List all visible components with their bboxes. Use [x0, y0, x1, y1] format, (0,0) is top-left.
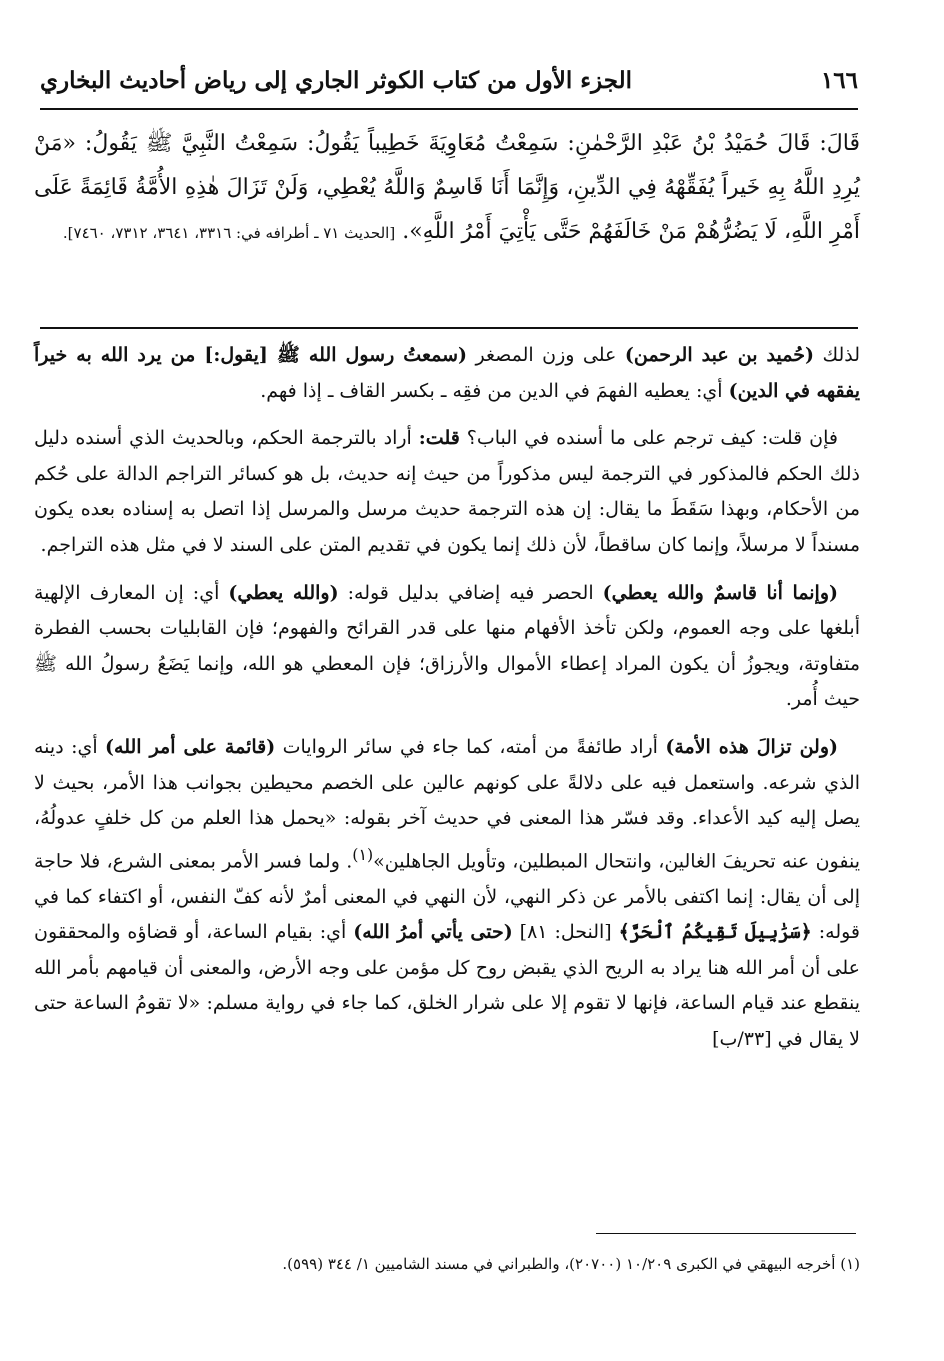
quoted-phrase: (ولن تزالَ هذه الأمة) — [665, 735, 838, 758]
commentary-paragraph-2: فإن قلت: كيف ترجم على ما أسنده في الباب؟ قلت: أراد بالترجمة الحكم، وبالحديث الذي أسنده دليل ذلك الحكم فالمذكور في الترجمة ليس مذكوراً من حيث إنه حديث، بل هو كسائر التراجم الدالة على حُكم من الأحكام، وبهذا سَقَطَ ما يقال: إن هذه الترجمة حديث مرسل والمرسل إذا اتصل به إسناده بعده يكون مسنداً لا مرسلاً، وإنما كان ساقطاً، لأن ذلك إنما يكون في تقديم المتن على السند لا في مثل هذه التراجم. — [34, 427, 860, 556]
hadith-body: قَالَ: قَالَ حُمَيْدُ بْنُ عَبْدِ الرَّحْمٰنِ: سَمِعْتُ مُعَاوِيَةَ خَطِيباً يَقُولُ: سَمِعْتُ النَّبِيَّ ﷺ يَقُولُ: «مَنْ يُرِدِ اللَّهُ بِهِ خَيراً يُفَقِّهْهُ فِي الدِّينِ، وَإِنَّمَا أَنَا قَاسِمٌ وَاللَّهُ يُعْطِي، وَلَنْ تَزَالَ هٰذِهِ الأُمَّةُ قَائِمَةً عَلَى أَمْرِ اللَّهِ، لَا يَضُرُّهُمْ مَنْ خَالَفَهُمْ حَتَّى يَأْتِيَ أَمْرُ اللَّهِ». — [34, 131, 860, 244]
section-divider — [40, 327, 858, 329]
verse-citation: [النحل: ٨١] — [512, 921, 619, 944]
quoted-phrase: (والله يعطي) — [228, 581, 339, 604]
quran-verse: ﴿سَرَٰبِيلَ تَقِيكُمُ ٱلْحَرَّ﴾ — [618, 921, 812, 944]
commentary-paragraph-4: (ولن تزالَ هذه الأمة) أراد طائفةً من أمته، كما جاء في سائر الروايات (قائمة على أمر الله) أي: دينه الذي شرعه. واستعمل فيه على دلالةً على كونهم عالين على الخصم محيطين بجوانب هذا الأمر، بحيث لا يصل إليه كيد الأعداء. وقد فسّر هذا المعنى في حديث آخر بقوله: «يحمل هذا العلم من كل خلفٍ عدولُهُ، ينفون عنه تحريفَ الغالين، وانتحال المبطلين، وتأويل الجاهلين»$^{(١)}$. ولما فسر الأمر بمعنى الشرع، فلا حاجة إلى أن يقال: إنما اكتفى بالأمر عن ذكر النهي، لأن النهي في المعنى أمرٌ لأنه كفّ النفس، أو اكتفاء كما في قوله: ﴿سَرَٰبِيلَ تَقِيكُمُ ٱلْحَرَّ﴾ [النحل: ٨١] (حتى يأتي أمرُ الله) أي: بقيام الساعة، أو قضاؤه والمحققون على أن أمر الله هنا يراد به الريح الذي يقبض روح كل مؤمن على وجه الأرض، والمعنى أن قيامهم بأمر الله ينقطع عند قيام الساعة، فإنها لا تقوم إلا على شرار الخلق، كما جاء في رواية مسلم: «لا تقومُ الساعة حتى لا يقال في [٣٣/ب] — [34, 735, 861, 1051]
footnote-text: أخرجه البيهقي في الكبرى ١٠/٢٠٩ (٢٠٧٠٠)، والطبراني في مسند الشاميين ١/ ٣٤٤ (٥٩٩). — [282, 1255, 836, 1273]
page-header — [40, 58, 858, 102]
footnote-marker: (١) — [352, 844, 374, 864]
quoted-phrase: (قائمة على أمر الله) — [105, 735, 276, 758]
quoted-phrase: (وإنما أنا قاسمٌ والله يعطي) — [602, 581, 838, 604]
quoted-phrase: (حتى يأتي أمرُ الله) — [353, 921, 513, 944]
book-title: الجزء الأول من كتاب الكوثر الجاري إلى رياض أحاديث البخاري — [40, 66, 632, 94]
commentary — [34, 338, 860, 1070]
hadith-text — [34, 122, 860, 255]
answer-label: قلت: — [418, 427, 460, 450]
header-divider — [40, 108, 858, 110]
commentary-paragraph-1: لذلك (حُميد بن عبد الرحمن) على وزن المصغر (سمعتُ رسول الله ﷺ [يقول:] من يرد الله به خيراً يفقهه في الدين) أي: يعطيه الفهمَ في الدين من فقِه ـ بكسر القاف ـ إذا فهم. — [34, 344, 861, 402]
hadith-reference: [الحديث ٧١ ـ أطرافه في: ٣٣١٦، ٣٦٤١، ٧٣١٢، ٧٤٦٠]. — [62, 224, 396, 242]
commentary-paragraph-3: (وإنما أنا قاسمٌ والله يعطي) الحصر فيه إضافي بدليل قوله: (والله يعطي) أي: إن المعارف الإلهية أبلغها على وجه العموم، ولكن تأخذ الأفهام منها على قدر القرائح والفهوم؛ فإن القابليات بحسب الفطرة متفاوتة، ويجوزُ أن يكون المراد إعطاء الأموال والأرزاق؛ فإن المعطي هو الله، وإنما يَضَعُ رسولُ الله ﷺ حيث أُمر. — [34, 581, 860, 711]
footnote-divider — [596, 1233, 856, 1234]
page-number: ١٦٦ — [820, 66, 858, 94]
quoted-phrase: (سمعتُ رسول الله ﷺ [يقول:] من يرد الله به خيراً يفقهه في الدين) — [34, 344, 860, 402]
footnote — [34, 1250, 860, 1278]
footnote-number: (١) — [840, 1255, 860, 1273]
quoted-phrase: (حُميد بن عبد الرحمن) — [624, 344, 814, 366]
